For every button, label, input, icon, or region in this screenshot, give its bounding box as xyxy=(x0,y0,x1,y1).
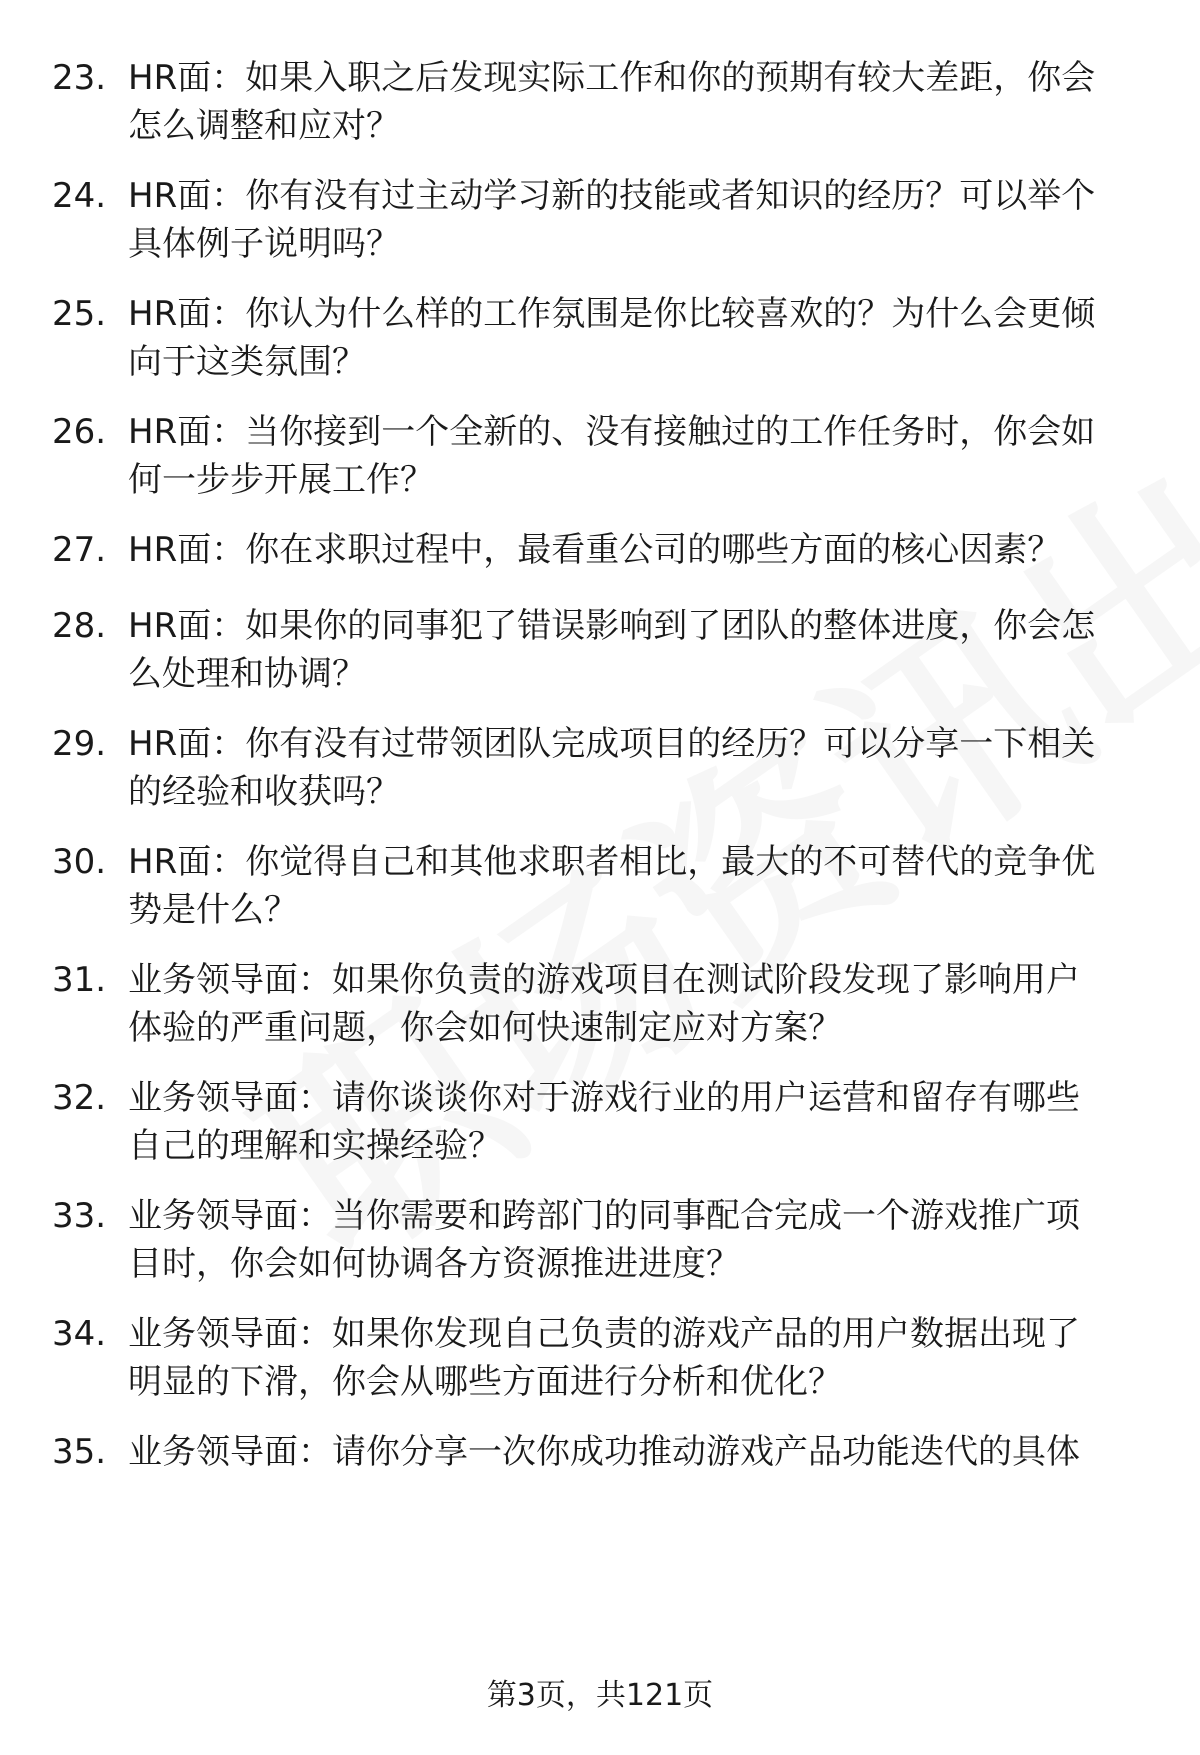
question-number: 27. xyxy=(52,530,107,570)
page-footer: 第3页，共121页 xyxy=(486,1678,714,1713)
question-number: 31. xyxy=(52,960,107,1000)
question-text xyxy=(128,1074,1158,1170)
question-number: 28. xyxy=(52,606,107,646)
question-text xyxy=(128,1428,1158,1476)
question-line: HR面：当你接到一个全新的、没有接触过的工作任务时，你会如 xyxy=(128,412,1096,452)
question-number: 23. xyxy=(52,58,107,98)
question-line: 的经验和收获吗？ xyxy=(128,772,400,812)
question-line: HR面：你认为什么样的工作氛围是你比较喜欢的？为什么会更倾 xyxy=(128,294,1096,334)
question-line: 怎么调整和应对？ xyxy=(128,106,400,146)
question-line: 自己的理解和实操经验？ xyxy=(128,1126,502,1166)
question-line: 业务领导面：请你谈谈你对于游戏行业的用户运营和留存有哪些 xyxy=(128,1078,1080,1118)
question-line: 体验的严重问题，你会如何快速制定应对方案？ xyxy=(128,1008,842,1048)
question-number: 32. xyxy=(52,1078,107,1118)
question-line: HR面：你有没有过带领团队完成项目的经历？可以分享一下相关 xyxy=(128,724,1096,764)
question-line: HR面：如果入职之后发现实际工作和你的预期有较大差距，你会 xyxy=(128,58,1096,98)
question-line: 业务领导面：如果你发现自己负责的游戏产品的用户数据出现了 xyxy=(128,1314,1080,1354)
question-number: 26. xyxy=(52,412,107,452)
question-line: 业务领导面：请你分享一次你成功推动游戏产品功能迭代的具体 xyxy=(128,1432,1080,1472)
question-text xyxy=(128,408,1158,504)
question-line: HR面：如果你的同事犯了错误影响到了团队的整体进度，你会怎 xyxy=(128,606,1096,646)
question-line: 向于这类氛围？ xyxy=(128,342,366,382)
question-text xyxy=(128,720,1158,816)
question-line: 何一步步开展工作？ xyxy=(128,460,434,500)
question-text xyxy=(128,172,1158,268)
question-text xyxy=(128,526,1158,574)
question-text xyxy=(128,838,1158,934)
question-line: 么处理和协调？ xyxy=(128,654,366,694)
question-number: 34. xyxy=(52,1314,107,1354)
question-line: 业务领导面：如果你负责的游戏项目在测试阶段发现了影响用户 xyxy=(128,960,1080,1000)
question-number: 25. xyxy=(52,294,107,334)
question-line: HR面：你有没有过主动学习新的技能或者知识的经历？可以举个 xyxy=(128,176,1096,216)
question-line: 具体例子说明吗？ xyxy=(128,224,400,264)
question-text xyxy=(128,1310,1158,1406)
question-text xyxy=(128,1192,1158,1288)
question-text xyxy=(128,602,1158,698)
question-line: 明显的下滑，你会从哪些方面进行分析和优化？ xyxy=(128,1362,842,1402)
question-number: 33. xyxy=(52,1196,107,1236)
question-number: 35. xyxy=(52,1432,107,1472)
question-number: 29. xyxy=(52,724,107,764)
question-line: 势是什么？ xyxy=(128,890,298,930)
question-number: 24. xyxy=(52,176,107,216)
question-text xyxy=(128,54,1158,150)
question-line: HR面：你在求职过程中，最看重公司的哪些方面的核心因素？ xyxy=(128,530,1062,570)
question-text xyxy=(128,290,1158,386)
question-text xyxy=(128,956,1158,1052)
question-number: 30. xyxy=(52,842,107,882)
question-line: HR面：你觉得自己和其他求职者相比，最大的不可替代的竞争优 xyxy=(128,842,1096,882)
question-line: 目时，你会如何协调各方资源推进进度？ xyxy=(128,1244,740,1284)
question-line: 业务领导面：当你需要和跨部门的同事配合完成一个游戏推广项 xyxy=(128,1196,1080,1236)
